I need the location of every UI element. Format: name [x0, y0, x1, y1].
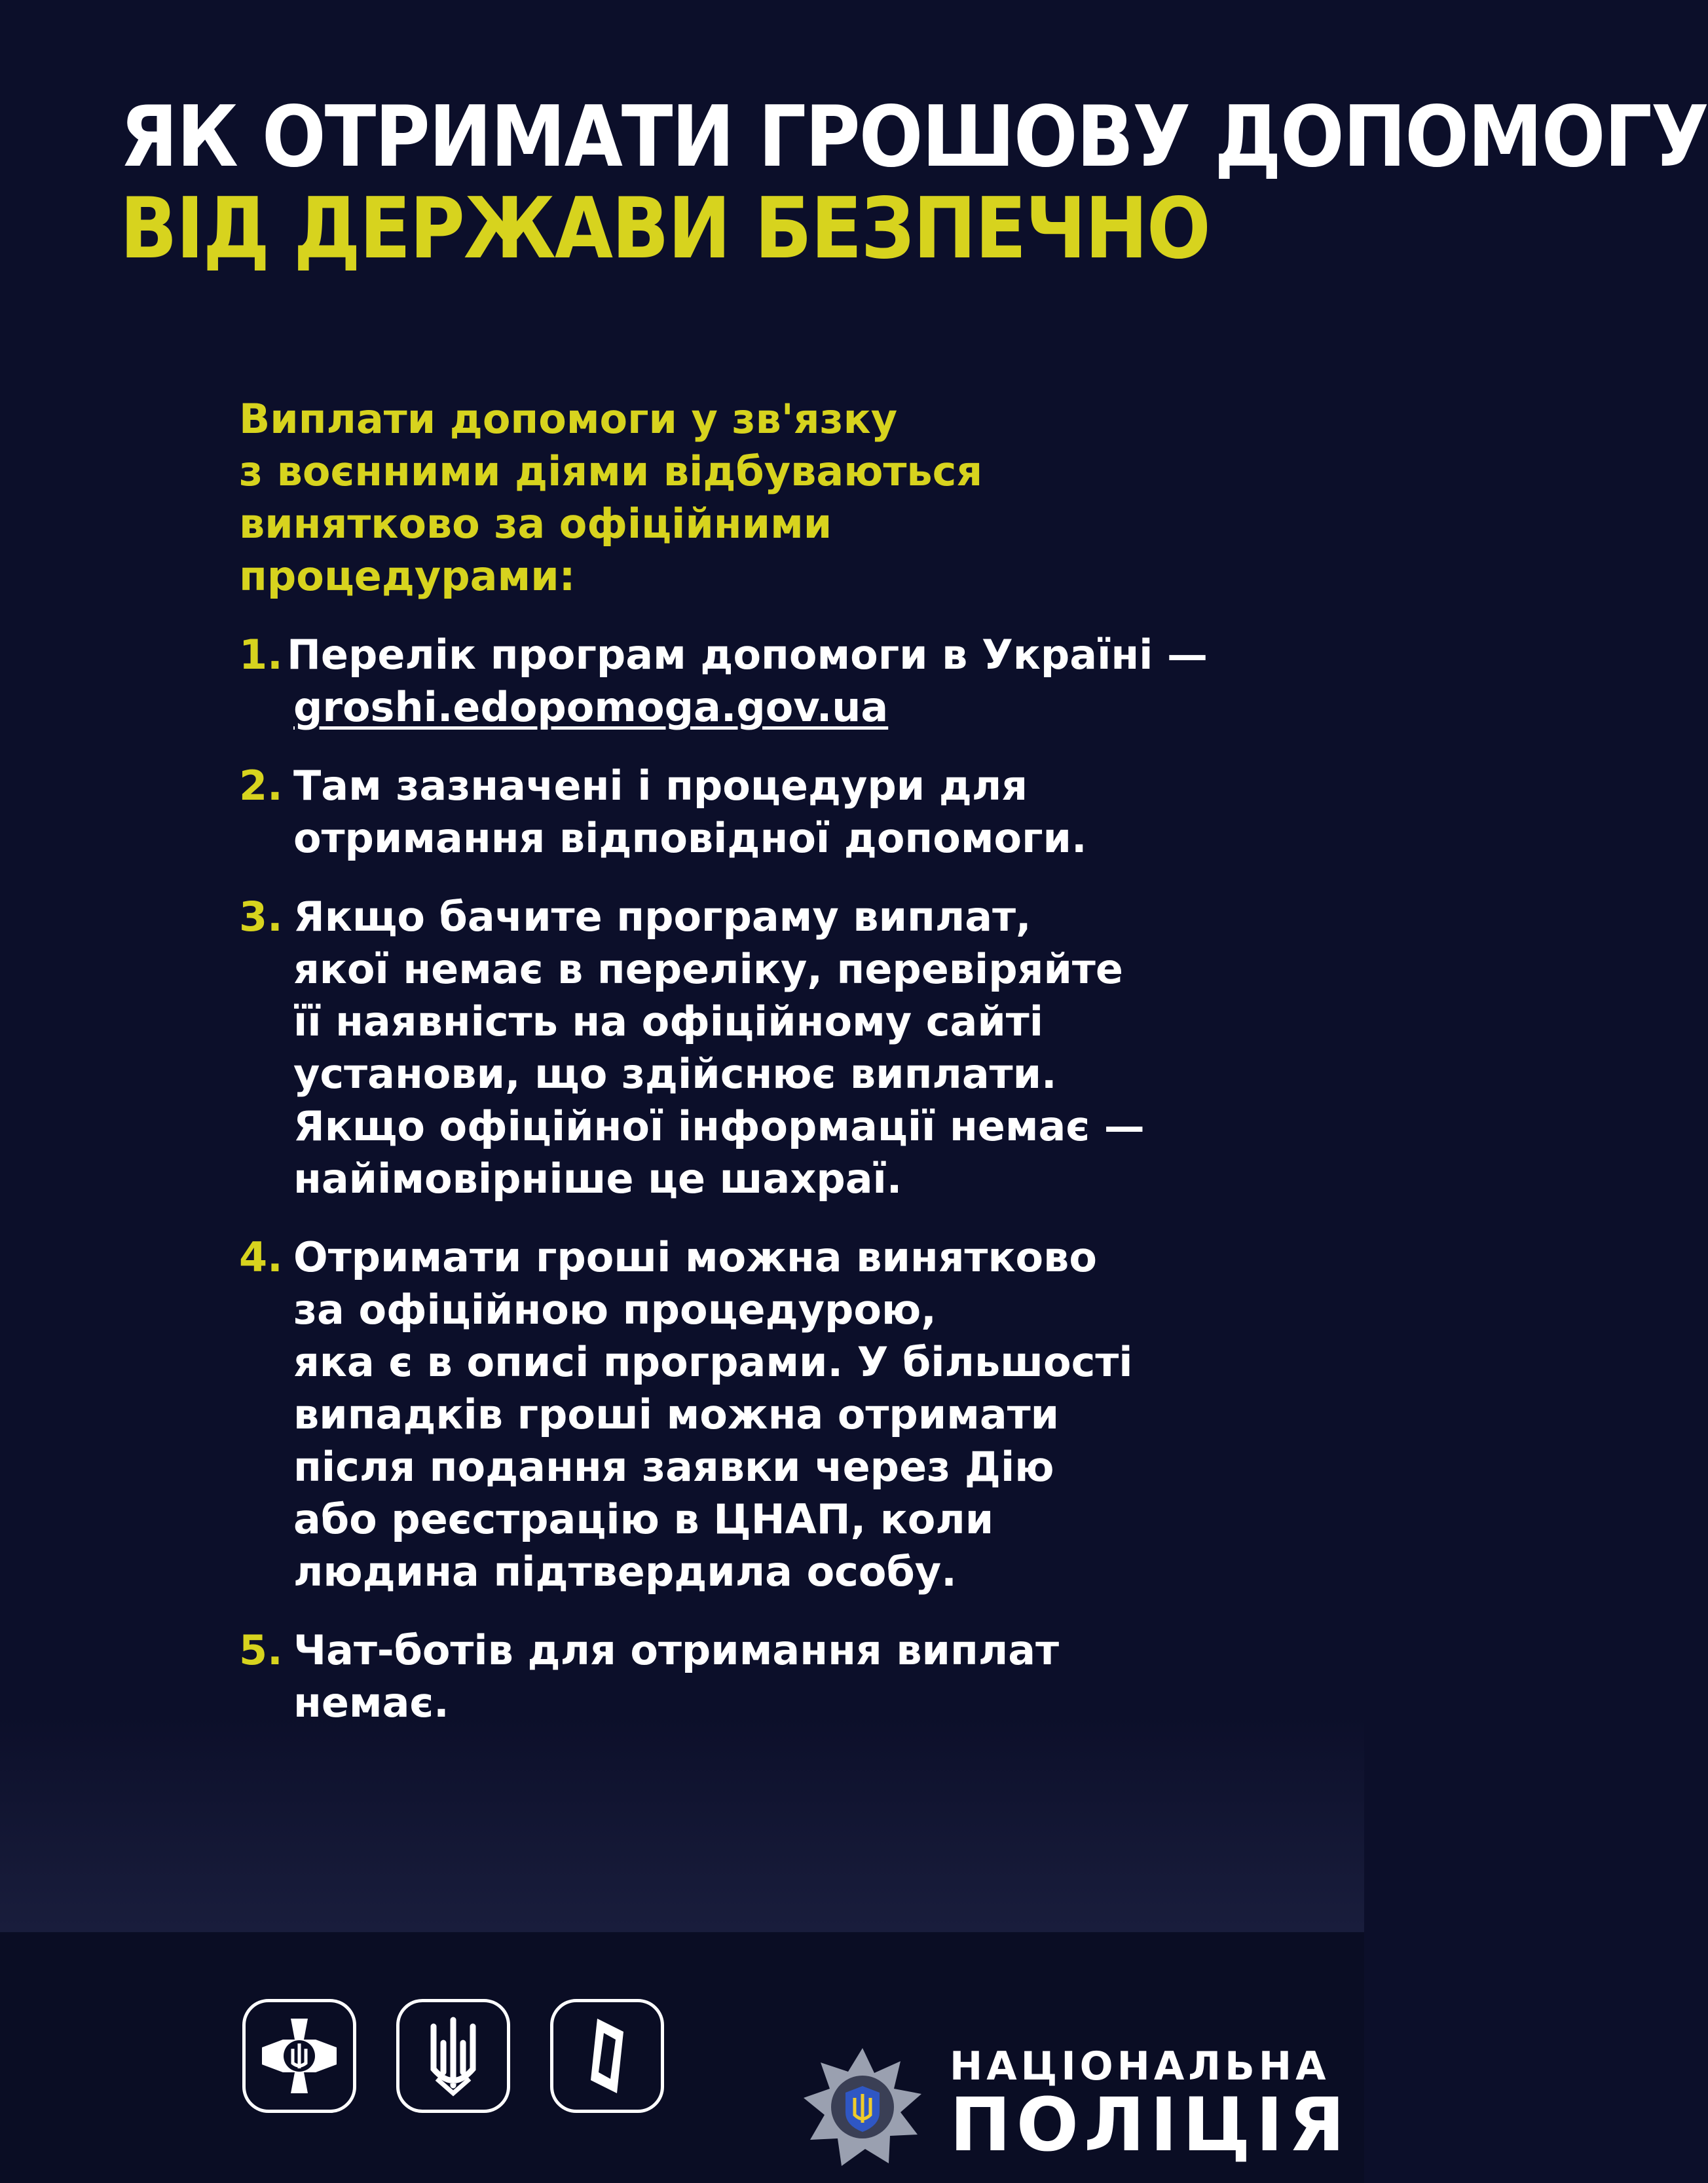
list-item-line: найімовірніше це шахраї. [293, 1155, 902, 1203]
list-item-line: її наявність на офіційному сайті [293, 998, 1043, 1045]
list-item-line: Якщо бачите програму виплат, [293, 893, 1031, 941]
intro-line: процедурами: [239, 552, 576, 600]
list-item-line: Там зазначені і процедури для [293, 762, 1028, 810]
list-item [239, 891, 1287, 1205]
list-item [239, 1231, 1287, 1598]
logo-line-2: ПОЛІЦІЯ [950, 2083, 1350, 2168]
list-item-line: Якщо офіційної інформації немає — [293, 1102, 1145, 1150]
list-item-number: 3. [239, 893, 283, 941]
list-item-line: або реєстрацію в ЦНАП, коли [293, 1495, 994, 1543]
list-item-line: після подання заявки через Дію [293, 1443, 1054, 1491]
list-item-line: Чат-ботів для отримання виплат [293, 1626, 1060, 1674]
national-police-logo [950, 2043, 1350, 2168]
trident-icon [396, 1999, 510, 2113]
list-item-number: 4. [239, 1233, 283, 1281]
list-item-line: Перелік програм допомоги в Україні — [287, 631, 1208, 679]
intro-line: Виплати допомоги у зв'язку [239, 395, 898, 443]
logo-line-1: НАЦІОНАЛЬНА [950, 2043, 1330, 2089]
list-item-number: 2. [239, 762, 283, 810]
steps-list [239, 629, 1287, 1729]
list-item-line: яка є в описі програми. У більшості [293, 1338, 1133, 1386]
cross-trident-icon [242, 1999, 356, 2113]
list-item-line: людина підтвердила особу. [293, 1548, 957, 1595]
list-item-line: випадків гроші можна отримати [293, 1390, 1060, 1438]
intro-text [239, 393, 1090, 603]
list-item [239, 1624, 1287, 1729]
shield-blade-icon [550, 1999, 664, 2113]
list-item [239, 629, 1287, 734]
intro-line: винятково за офіційними [239, 500, 832, 548]
list-item [239, 760, 1287, 865]
intro-line: з воєнними діями відбуваються [239, 447, 983, 495]
page-title [120, 88, 1708, 278]
list-item-number: 5. [239, 1626, 283, 1674]
list-item-line: отримання відповідної допомоги. [293, 814, 1087, 862]
programs-link[interactable]: groshi.edopomoga.gov.ua [293, 683, 889, 731]
list-item-line: немає. [293, 1679, 449, 1726]
list-item-number: 1. [239, 631, 283, 679]
list-item-line: за офіційною процедурою, [293, 1286, 937, 1334]
list-item-line: якої немає в переліку, перевіряйте [293, 945, 1123, 993]
list-item-line: Отримати гроші можна винятково [293, 1233, 1097, 1281]
list-item-line: установи, що здійснює виплати. [293, 1050, 1057, 1098]
title-line-2: ВІД ДЕРЖАВИ БЕЗПЕЧНО [120, 180, 1210, 278]
police-star-icon [802, 2047, 923, 2168]
title-line-1: ЯК ОТРИМАТИ ГРОШОВУ ДОПОМОГУ [120, 88, 1708, 186]
